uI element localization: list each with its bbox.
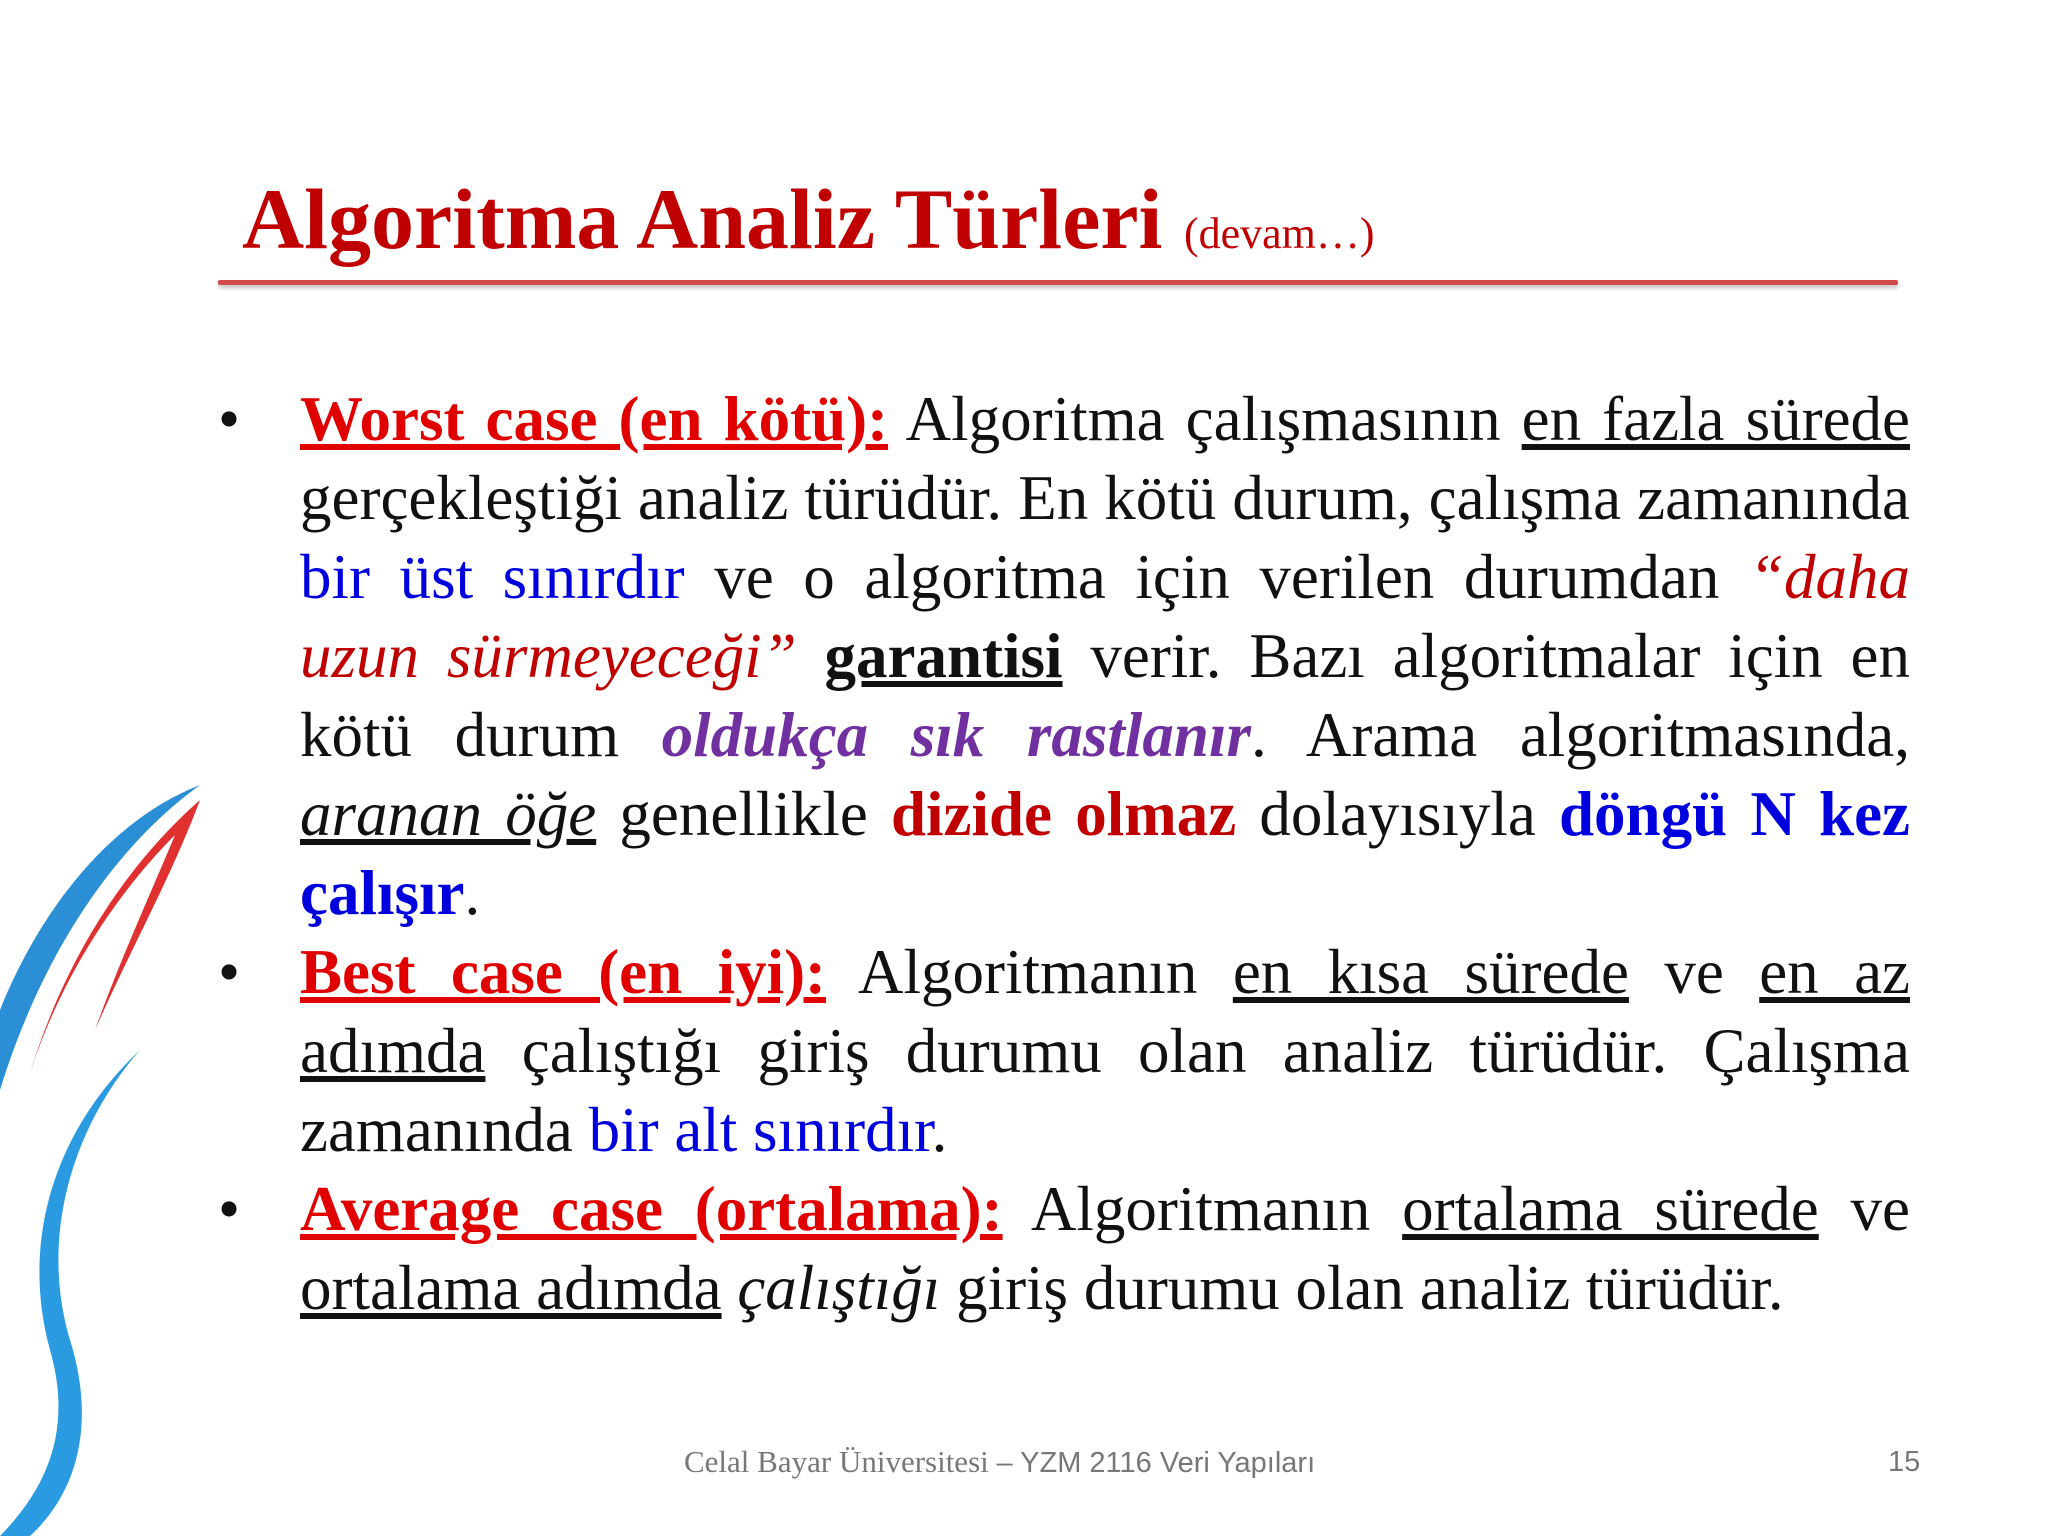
bullet-best-case bbox=[300, 933, 1910, 1170]
underlined-text: ortalama sürede bbox=[1402, 1174, 1819, 1244]
text-segment: ve bbox=[1628, 937, 1760, 1007]
text-segment: çalıştığı giriş durumu olan analiz türüdür. Çalışma zamanında bbox=[300, 1016, 1910, 1165]
term-average-case: Average case (ortalama): bbox=[300, 1174, 1003, 1244]
quoted-phrase: “daha uzun sürmeyeceği” bbox=[300, 542, 1910, 691]
title-underline bbox=[218, 280, 1898, 285]
text-segment: ve bbox=[1818, 1174, 1910, 1244]
italic-text: çalıştığı bbox=[737, 1253, 941, 1323]
bullet-worst-case bbox=[300, 380, 1910, 933]
text-segment: ve o algoritma için verilen durumdan bbox=[684, 542, 1749, 612]
title-text: Algoritma Analiz Türleri bbox=[242, 171, 1163, 267]
text-segment: dolayısıyla bbox=[1236, 779, 1560, 849]
slide-title bbox=[242, 168, 1375, 271]
underlined-text: ortalama adımda bbox=[300, 1253, 722, 1323]
footer-course: – YZM 2116 Veri Yapıları bbox=[996, 1447, 1316, 1479]
text-segment: Algoritmanın bbox=[1002, 1174, 1403, 1244]
underlined-text: en az adımda bbox=[300, 937, 1910, 1086]
text-segment: gerçekleştiği analiz türüdür. En kötü durum, çalışma zamanında bbox=[300, 463, 1910, 533]
highlight-loop-n-times: döngü N kez çalışır bbox=[300, 779, 1910, 928]
text-segment bbox=[722, 1253, 738, 1323]
highlight-frequent: oldukça sık rastlanır bbox=[661, 700, 1251, 770]
highlight-lower-bound: bir alt sınırdır bbox=[588, 1095, 932, 1165]
term-worst-case: Worst case (en kötü): bbox=[300, 384, 889, 454]
highlight-upper-bound: bir üst sınırdır bbox=[300, 542, 685, 612]
bullet-average-case bbox=[300, 1170, 1910, 1328]
text-segment: Algoritmanın bbox=[826, 937, 1233, 1007]
text-segment: giriş durumu olan analiz türüdür. bbox=[940, 1253, 1784, 1323]
text-segment: . Arama algoritmasında, bbox=[1250, 700, 1910, 770]
decorative-swoosh-logo bbox=[0, 0, 260, 1536]
text-segment: genellikle bbox=[596, 779, 891, 849]
text-segment: . bbox=[464, 858, 481, 928]
bold-underlined-guarantee: garantisi bbox=[824, 621, 1063, 691]
blue-swoosh-lower bbox=[0, 1050, 140, 1536]
footer-university: Celal Bayar Üniversitesi bbox=[684, 1444, 997, 1479]
bullet-list bbox=[300, 380, 1910, 1328]
text-segment: . bbox=[931, 1095, 948, 1165]
underlined-text: en kısa sürede bbox=[1232, 937, 1629, 1007]
term-best-case: Best case (en iyi): bbox=[300, 937, 827, 1007]
underlined-text: en fazla sürede bbox=[1521, 384, 1910, 454]
italic-underlined-item: aranan öğe bbox=[300, 779, 597, 849]
page-number: 15 bbox=[1888, 1446, 1921, 1478]
text-segment: verir. Bazı algoritmalar için en kötü durum bbox=[300, 621, 1911, 770]
highlight-not-in-array: dizide olmaz bbox=[891, 779, 1237, 849]
title-subtitle: (devam…) bbox=[1183, 209, 1375, 258]
text-segment bbox=[797, 621, 825, 691]
text-segment: Algoritma çalışmasının bbox=[888, 384, 1522, 454]
slide-footer bbox=[684, 1444, 1315, 1480]
